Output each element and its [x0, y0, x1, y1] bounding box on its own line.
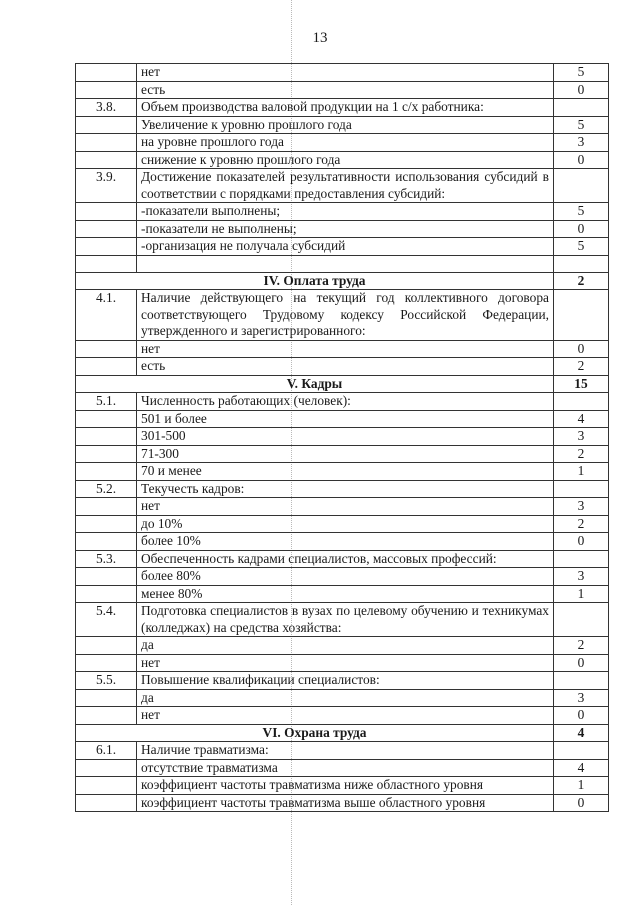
criterion-score: 3	[554, 428, 609, 446]
criterion-score	[554, 169, 609, 203]
criterion-score	[554, 255, 609, 272]
criterion-row	[76, 637, 609, 655]
section-heading-row	[76, 724, 609, 742]
criterion-score: 0	[554, 533, 609, 551]
criterion-number	[76, 533, 137, 551]
criterion-row	[76, 672, 609, 690]
criterion-score: 1	[554, 777, 609, 795]
criterion-text: -показатели выполнены;	[137, 203, 554, 221]
criterion-text: нет	[137, 340, 554, 358]
criterion-score: 0	[554, 151, 609, 169]
criterion-number: 5.4.	[76, 603, 137, 637]
section-title: VI. Охрана труда	[76, 724, 554, 742]
criterion-score: 5	[554, 116, 609, 134]
criterion-row	[76, 463, 609, 481]
criterion-text: 501 и более	[137, 410, 554, 428]
criterion-score: 2	[554, 445, 609, 463]
criterion-number	[76, 203, 137, 221]
criterion-score	[554, 603, 609, 637]
criterion-score: 2	[554, 358, 609, 376]
criteria-table-body	[76, 64, 609, 812]
criterion-number: 5.3.	[76, 550, 137, 568]
criterion-number	[76, 794, 137, 812]
criterion-text: менее 80%	[137, 585, 554, 603]
criterion-row	[76, 238, 609, 256]
criterion-number	[76, 81, 137, 99]
criterion-row	[76, 134, 609, 152]
criterion-score	[554, 672, 609, 690]
criterion-score: 1	[554, 585, 609, 603]
section-total-score: 15	[554, 375, 609, 393]
criterion-text: есть	[137, 358, 554, 376]
criterion-row	[76, 533, 609, 551]
criterion-score	[554, 99, 609, 117]
criterion-number	[76, 463, 137, 481]
page-number: 13	[312, 30, 328, 46]
criterion-row	[76, 759, 609, 777]
criterion-score	[554, 550, 609, 568]
criterion-row	[76, 99, 609, 117]
criterion-row	[76, 654, 609, 672]
criterion-number	[76, 410, 137, 428]
criterion-score	[554, 393, 609, 411]
criterion-number	[76, 220, 137, 238]
criterion-number	[76, 585, 137, 603]
criterion-score: 5	[554, 203, 609, 221]
criterion-row	[76, 445, 609, 463]
criterion-row	[76, 568, 609, 586]
criterion-number	[76, 707, 137, 725]
criterion-row	[76, 550, 609, 568]
section-heading-row	[76, 272, 609, 290]
criterion-number	[76, 358, 137, 376]
criterion-text: Текучесть кадров:	[137, 480, 554, 498]
criterion-score: 5	[554, 64, 609, 82]
criterion-score	[554, 480, 609, 498]
criterion-number: 5.1.	[76, 393, 137, 411]
criterion-row	[76, 220, 609, 238]
criterion-number: 3.8.	[76, 99, 137, 117]
criterion-number: 4.1.	[76, 290, 137, 341]
section-title: IV. Оплата труда	[76, 272, 554, 290]
criterion-text: 301-500	[137, 428, 554, 446]
criterion-text: Наличие травматизма:	[137, 742, 554, 760]
criterion-text: до 10%	[137, 515, 554, 533]
criterion-score: 4	[554, 410, 609, 428]
criterion-row	[76, 585, 609, 603]
criterion-number	[76, 445, 137, 463]
criterion-score: 1	[554, 463, 609, 481]
criterion-row	[76, 498, 609, 516]
criterion-score: 0	[554, 794, 609, 812]
criterion-score: 3	[554, 568, 609, 586]
criterion-row	[76, 116, 609, 134]
criterion-score: 3	[554, 689, 609, 707]
criterion-number: 5.5.	[76, 672, 137, 690]
criterion-score: 3	[554, 498, 609, 516]
criterion-row	[76, 603, 609, 637]
criterion-text: да	[137, 637, 554, 655]
criterion-text: Объем производства валовой продукции на 1 с/х работника:	[137, 99, 554, 117]
section-total-score: 2	[554, 272, 609, 290]
criterion-row	[76, 81, 609, 99]
criterion-row	[76, 689, 609, 707]
criterion-text: Увеличение к уровню прошлого года	[137, 116, 554, 134]
criterion-number	[76, 116, 137, 134]
criterion-score: 0	[554, 707, 609, 725]
criterion-number	[76, 238, 137, 256]
criterion-text: Численность работающих (человек):	[137, 393, 554, 411]
criterion-number: 5.2.	[76, 480, 137, 498]
criterion-text: 71-300	[137, 445, 554, 463]
criterion-score: 2	[554, 515, 609, 533]
criterion-text: нет	[137, 707, 554, 725]
criterion-number	[76, 255, 137, 272]
criterion-score	[554, 290, 609, 341]
criterion-number	[76, 498, 137, 516]
criterion-number	[76, 428, 137, 446]
criterion-text: более 80%	[137, 568, 554, 586]
criterion-text: есть	[137, 81, 554, 99]
criterion-number	[76, 777, 137, 795]
criterion-row	[76, 64, 609, 82]
criterion-text: да	[137, 689, 554, 707]
criterion-number	[76, 340, 137, 358]
criterion-text: нет	[137, 498, 554, 516]
criterion-score: 3	[554, 134, 609, 152]
criterion-row	[76, 777, 609, 795]
criterion-text: нет	[137, 654, 554, 672]
criterion-row	[76, 169, 609, 203]
criterion-row	[76, 358, 609, 376]
section-total-score: 4	[554, 724, 609, 742]
criterion-score: 5	[554, 238, 609, 256]
criterion-number: 6.1.	[76, 742, 137, 760]
criterion-row	[76, 707, 609, 725]
criterion-number	[76, 515, 137, 533]
criterion-number	[76, 637, 137, 655]
criterion-text: Подготовка специалистов в вузах по целевому обучению и техникумах (колледжах) на средства хозяйства:	[137, 603, 554, 637]
criterion-text: -показатели не выполнены;	[137, 220, 554, 238]
criterion-text: отсутствие травматизма	[137, 759, 554, 777]
criterion-text: Повышение квалификации специалистов:	[137, 672, 554, 690]
criterion-text: коэффициент частоты травматизма ниже областного уровня	[137, 777, 554, 795]
criterion-row	[76, 410, 609, 428]
criterion-text: коэффициент частоты травматизма выше областного уровня	[137, 794, 554, 812]
criterion-row	[76, 393, 609, 411]
criterion-number	[76, 689, 137, 707]
criterion-number	[76, 134, 137, 152]
criterion-number	[76, 568, 137, 586]
criterion-row	[76, 151, 609, 169]
criterion-number	[76, 759, 137, 777]
section-heading-row	[76, 375, 609, 393]
criterion-row	[76, 428, 609, 446]
criterion-row	[76, 290, 609, 341]
criterion-text: снижение к уровню прошлого года	[137, 151, 554, 169]
criterion-text: на уровне прошлого года	[137, 134, 554, 152]
criterion-score	[554, 742, 609, 760]
criterion-score: 0	[554, 81, 609, 99]
criterion-text: -организация не получала субсидий	[137, 238, 554, 256]
section-title: V. Кадры	[76, 375, 554, 393]
criterion-row	[76, 794, 609, 812]
criterion-text	[137, 255, 554, 272]
criterion-text: Обеспеченность кадрами специалистов, массовых профессий:	[137, 550, 554, 568]
criterion-row	[76, 340, 609, 358]
criterion-text: 70 и менее	[137, 463, 554, 481]
criterion-score: 4	[554, 759, 609, 777]
criterion-row	[76, 203, 609, 221]
criteria-table	[75, 63, 609, 812]
criterion-score: 0	[554, 340, 609, 358]
criterion-score: 0	[554, 220, 609, 238]
spacer-row	[76, 255, 609, 272]
criterion-score: 2	[554, 637, 609, 655]
criterion-text: Достижение показателей результативности использования субсидий в соответствии с порядками предоставления субсидий:	[137, 169, 554, 203]
criterion-number: 3.9.	[76, 169, 137, 203]
criterion-number	[76, 64, 137, 82]
criterion-text: более 10%	[137, 533, 554, 551]
criterion-number	[76, 151, 137, 169]
criterion-row	[76, 742, 609, 760]
criterion-row	[76, 480, 609, 498]
criterion-text: нет	[137, 64, 554, 82]
criterion-row	[76, 515, 609, 533]
criterion-text: Наличие действующего на текущий год коллективного договора соответствующего Трудовому кодексу Российской Федерации, утвержденного и зарегистрированного:	[137, 290, 554, 341]
criterion-score: 0	[554, 654, 609, 672]
criterion-number	[76, 654, 137, 672]
